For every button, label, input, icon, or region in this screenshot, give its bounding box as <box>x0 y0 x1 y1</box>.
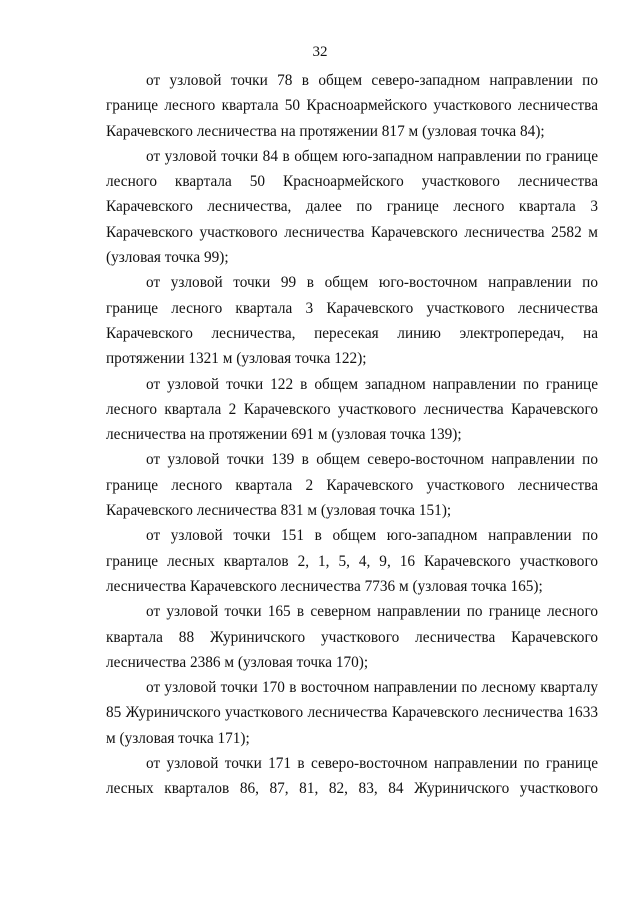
paragraph-8: от узловой точки 170 в восточном направлении по лесному кварталу 85 Журиничского участкового лесничества Карачевского лесничества 1633 м (узловая точка 171); <box>106 679 598 747</box>
paragraph-2: от узловой точки 84 в общем юго-западном направлении по границе лесного квартала 50 Красноармейского участкового лесничества Карачевского лесничества, далее по границе лесного квартала 3 Карачевского участкового лесничества Карачевского лесничества 2582 м (узловая точка 99); <box>106 147 598 267</box>
page-number: 32 <box>312 44 328 60</box>
paragraph-9: от узловой точки 171 в северо-восточном направлении по границе лесных кварталов 86, 87, 81, 82, 83, 84 Журиничского участкового <box>106 755 598 798</box>
paragraph-6: от узловой точки 151 в общем юго-западном направлении по границе лесных кварталов 2, 1, 5, 4, 9, 16 Карачевского участкового лесничества Карачевского лесничества 7736 м (узловая точка 165); <box>106 527 598 595</box>
paragraph-5: от узловой точки 139 в общем северо-восточном направлении по границе лесного квартала 2 Карачевского участкового лесничества Карачевского лесничества 831 м (узловая точка 151); <box>106 451 598 520</box>
paragraph-4: от узловой точки 122 в общем западном направлении по границе лесного квартала 2 Карачевского участкового лесничества Карачевского лесничества на протяжении 691 м (узловая точка 139); <box>106 375 598 444</box>
paragraph-3: от узловой точки 99 в общем юго-восточном направлении по границе лесного квартала 3 Карачевского участкового лесничества Карачевского лесничества, пересекая линию электропередач, на протяжении 1321 м (узловая точка 122); <box>106 274 598 368</box>
paragraph-7: от узловой точки 165 в северном направлении по границе лесного квартала 88 Журиничского участкового лесничества Карачевского лесничества 2386 м (узловая точка 170); <box>106 603 598 671</box>
document-body <box>106 68 598 802</box>
paragraph-1: от узловой точки 78 в общем северо-западном направлении по границе лесного квартала 50 Красноармейского участкового лесничества Карачевского лесничества на протяжении 817 м (узловая точка 84); <box>106 72 598 140</box>
